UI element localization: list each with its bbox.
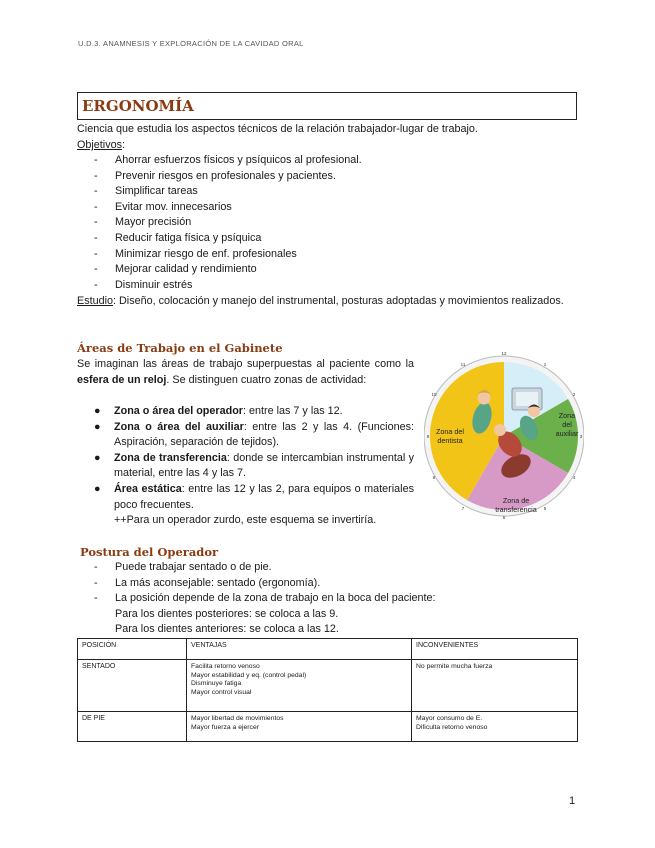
hour-label: 6 (502, 515, 506, 520)
list-item: ● Zona de transferencia: donde se intercambian instrumental y material, entre las 4 y las 7. (94, 451, 414, 480)
postura-table (77, 638, 578, 742)
table-cell: DE PIE (78, 712, 187, 742)
list-item: - Simplificar tareas (94, 184, 362, 200)
list-item: - Evitar mov. innecesarios (94, 200, 362, 216)
table-cell (412, 712, 578, 742)
hour-label: 4 (572, 475, 576, 480)
cell-line: Dificulta retorno venoso (416, 723, 488, 731)
table-cell: SENTADO (78, 660, 187, 712)
estudio-paragraph (77, 294, 577, 310)
hour-label: 11 (460, 362, 466, 367)
zone-desc: : donde se intercambian instrumental y material, entre las 4 y las 7. (114, 451, 414, 480)
zone-label: transferencia (495, 505, 537, 514)
zone-label: dentista (437, 436, 463, 445)
areas-intro-b: . Se distinguen cuatro zonas de actividad: (166, 373, 367, 386)
zone-label: del (562, 420, 572, 429)
list-item: ● Zona o área del auxiliar: entre las 2 y las 4. (Funciones: Aspiración, separación de tejidos). (94, 420, 414, 449)
areas-heading: Áreas de Trabajo en el Gabinete (77, 341, 283, 355)
zurdo-note: ++Para un operador zurdo, este esquema se invertiría. (114, 514, 377, 526)
page-number: 1 (569, 795, 576, 807)
list-item: - Minimizar riesgo de enf. profesionales (94, 247, 362, 263)
table-header: POSICIÓN (78, 639, 187, 660)
hour-label: 3 (579, 434, 583, 439)
objetivos-label: Objetivos (77, 139, 123, 151)
zone-label: Zona (558, 411, 576, 420)
postura-subline: Para los dientes posteriores: se coloca a las 9. (115, 608, 339, 620)
cell-line: Mayor control visual (191, 688, 252, 696)
cell-line: No permite mucha fuerza (416, 663, 493, 670)
cell-line: Mayor libertad de movimientos (191, 715, 284, 722)
hour-label: 10 (431, 392, 437, 397)
postura-heading: Postura del Operador (80, 545, 219, 559)
postura-subline: Para los dientes anteriores: se coloca a las 12. (115, 623, 339, 635)
table-header: VENTAJAS (187, 639, 412, 660)
definition: Ciencia que estudia los aspectos técnicos de la relación trabajador-lugar de trabajo. (77, 123, 478, 135)
list-item: - Disminuir estrés (94, 278, 362, 294)
list-item: - Mayor precisión (94, 215, 362, 231)
zone-label: Zona de (502, 496, 530, 505)
postura-list (94, 560, 436, 607)
zone-label: auxiliar (555, 429, 579, 438)
hour-label: 9 (426, 434, 430, 439)
cell-line: Mayor estabilidad y eq. (control pedal) (191, 671, 307, 679)
list-item: - Puede trabajar sentado o de pie. (94, 560, 436, 576)
list-item: ● Zona o área del operador: entre las 7 y las 12. (94, 405, 343, 417)
hour-label: 7 (461, 506, 465, 511)
zone-name: Zona de transferencia (114, 451, 227, 464)
hour-label: 5 (543, 506, 547, 511)
cell-line: Disminuye fatiga (191, 680, 242, 687)
hour-label: 8 (432, 475, 436, 480)
table-row (78, 660, 578, 712)
page-header: U.D.3. ANAMNESIS Y EXPLORACIÓN DE LA CAVIDAD ORAL (78, 39, 304, 48)
cell-line: Mayor fuerza a ejercer (191, 723, 259, 731)
zone-desc: : entre las 2 y las 4. (Funciones: Aspiración, separación de tejidos). (114, 420, 414, 449)
zones-list (94, 404, 414, 513)
title-box (77, 92, 577, 120)
list-item: ● Área estática: entre las 12 y las 2, para equipos o materiales poco frecuentes. (94, 482, 414, 511)
objetivos-label-line: Objetivos: (77, 139, 126, 151)
table-header-row (78, 639, 578, 660)
hour-label: 1 (543, 362, 547, 367)
table-cell (412, 660, 578, 712)
zone-name: Área estática (114, 482, 182, 495)
list-item: - Prevenir riesgos en profesionales y pacientes. (94, 169, 362, 185)
page-title: ERGONOMÍA (82, 97, 194, 115)
list-item: - La posición depende de la zona de trabajo en la boca del paciente: (94, 591, 436, 607)
areas-intro-a: Se imaginan las áreas de trabajo superpuestas al paciente como la (77, 358, 414, 370)
estudio-label: Estudio (77, 295, 114, 307)
cell-line: Facilita retorno venoso (191, 663, 260, 670)
hour-label: 2 (572, 392, 576, 397)
list-item: - Ahorrar esfuerzos físicos y psíquicos al profesional. (94, 153, 362, 169)
zone-name: Zona o área del operador (114, 405, 243, 417)
estudio-text: : Diseño, colocación y manejo del instrumental, posturas adoptadas y movimientos realizados. (113, 295, 564, 307)
list-item: - La más aconsejable: sentado (ergonomía). (94, 576, 436, 592)
objetivos-list (94, 153, 362, 293)
list-item: - Reducir fatiga física y psíquica (94, 231, 362, 247)
zone-desc: : entre las 7 y las 12. (243, 405, 343, 417)
table-header: INCONVENIENTES (412, 639, 578, 660)
hour-label: 12 (501, 351, 507, 356)
table-cell (187, 660, 412, 712)
zone-name: Zona o área del auxiliar (114, 420, 244, 433)
table-row (78, 712, 578, 742)
areas-intro-bold: esfera de un reloj (77, 373, 167, 386)
table-cell (187, 712, 412, 742)
zone-label: Zona del (436, 427, 464, 436)
cell-line: Mayor consumo de E. (416, 715, 483, 722)
list-item: - Mejorar calidad y rendimiento (94, 262, 362, 278)
clock-zones-diagram (424, 348, 584, 520)
areas-intro (77, 357, 414, 388)
zone-desc: : entre las 12 y las 2, para equipos o materiales poco frecuentes. (114, 482, 414, 511)
